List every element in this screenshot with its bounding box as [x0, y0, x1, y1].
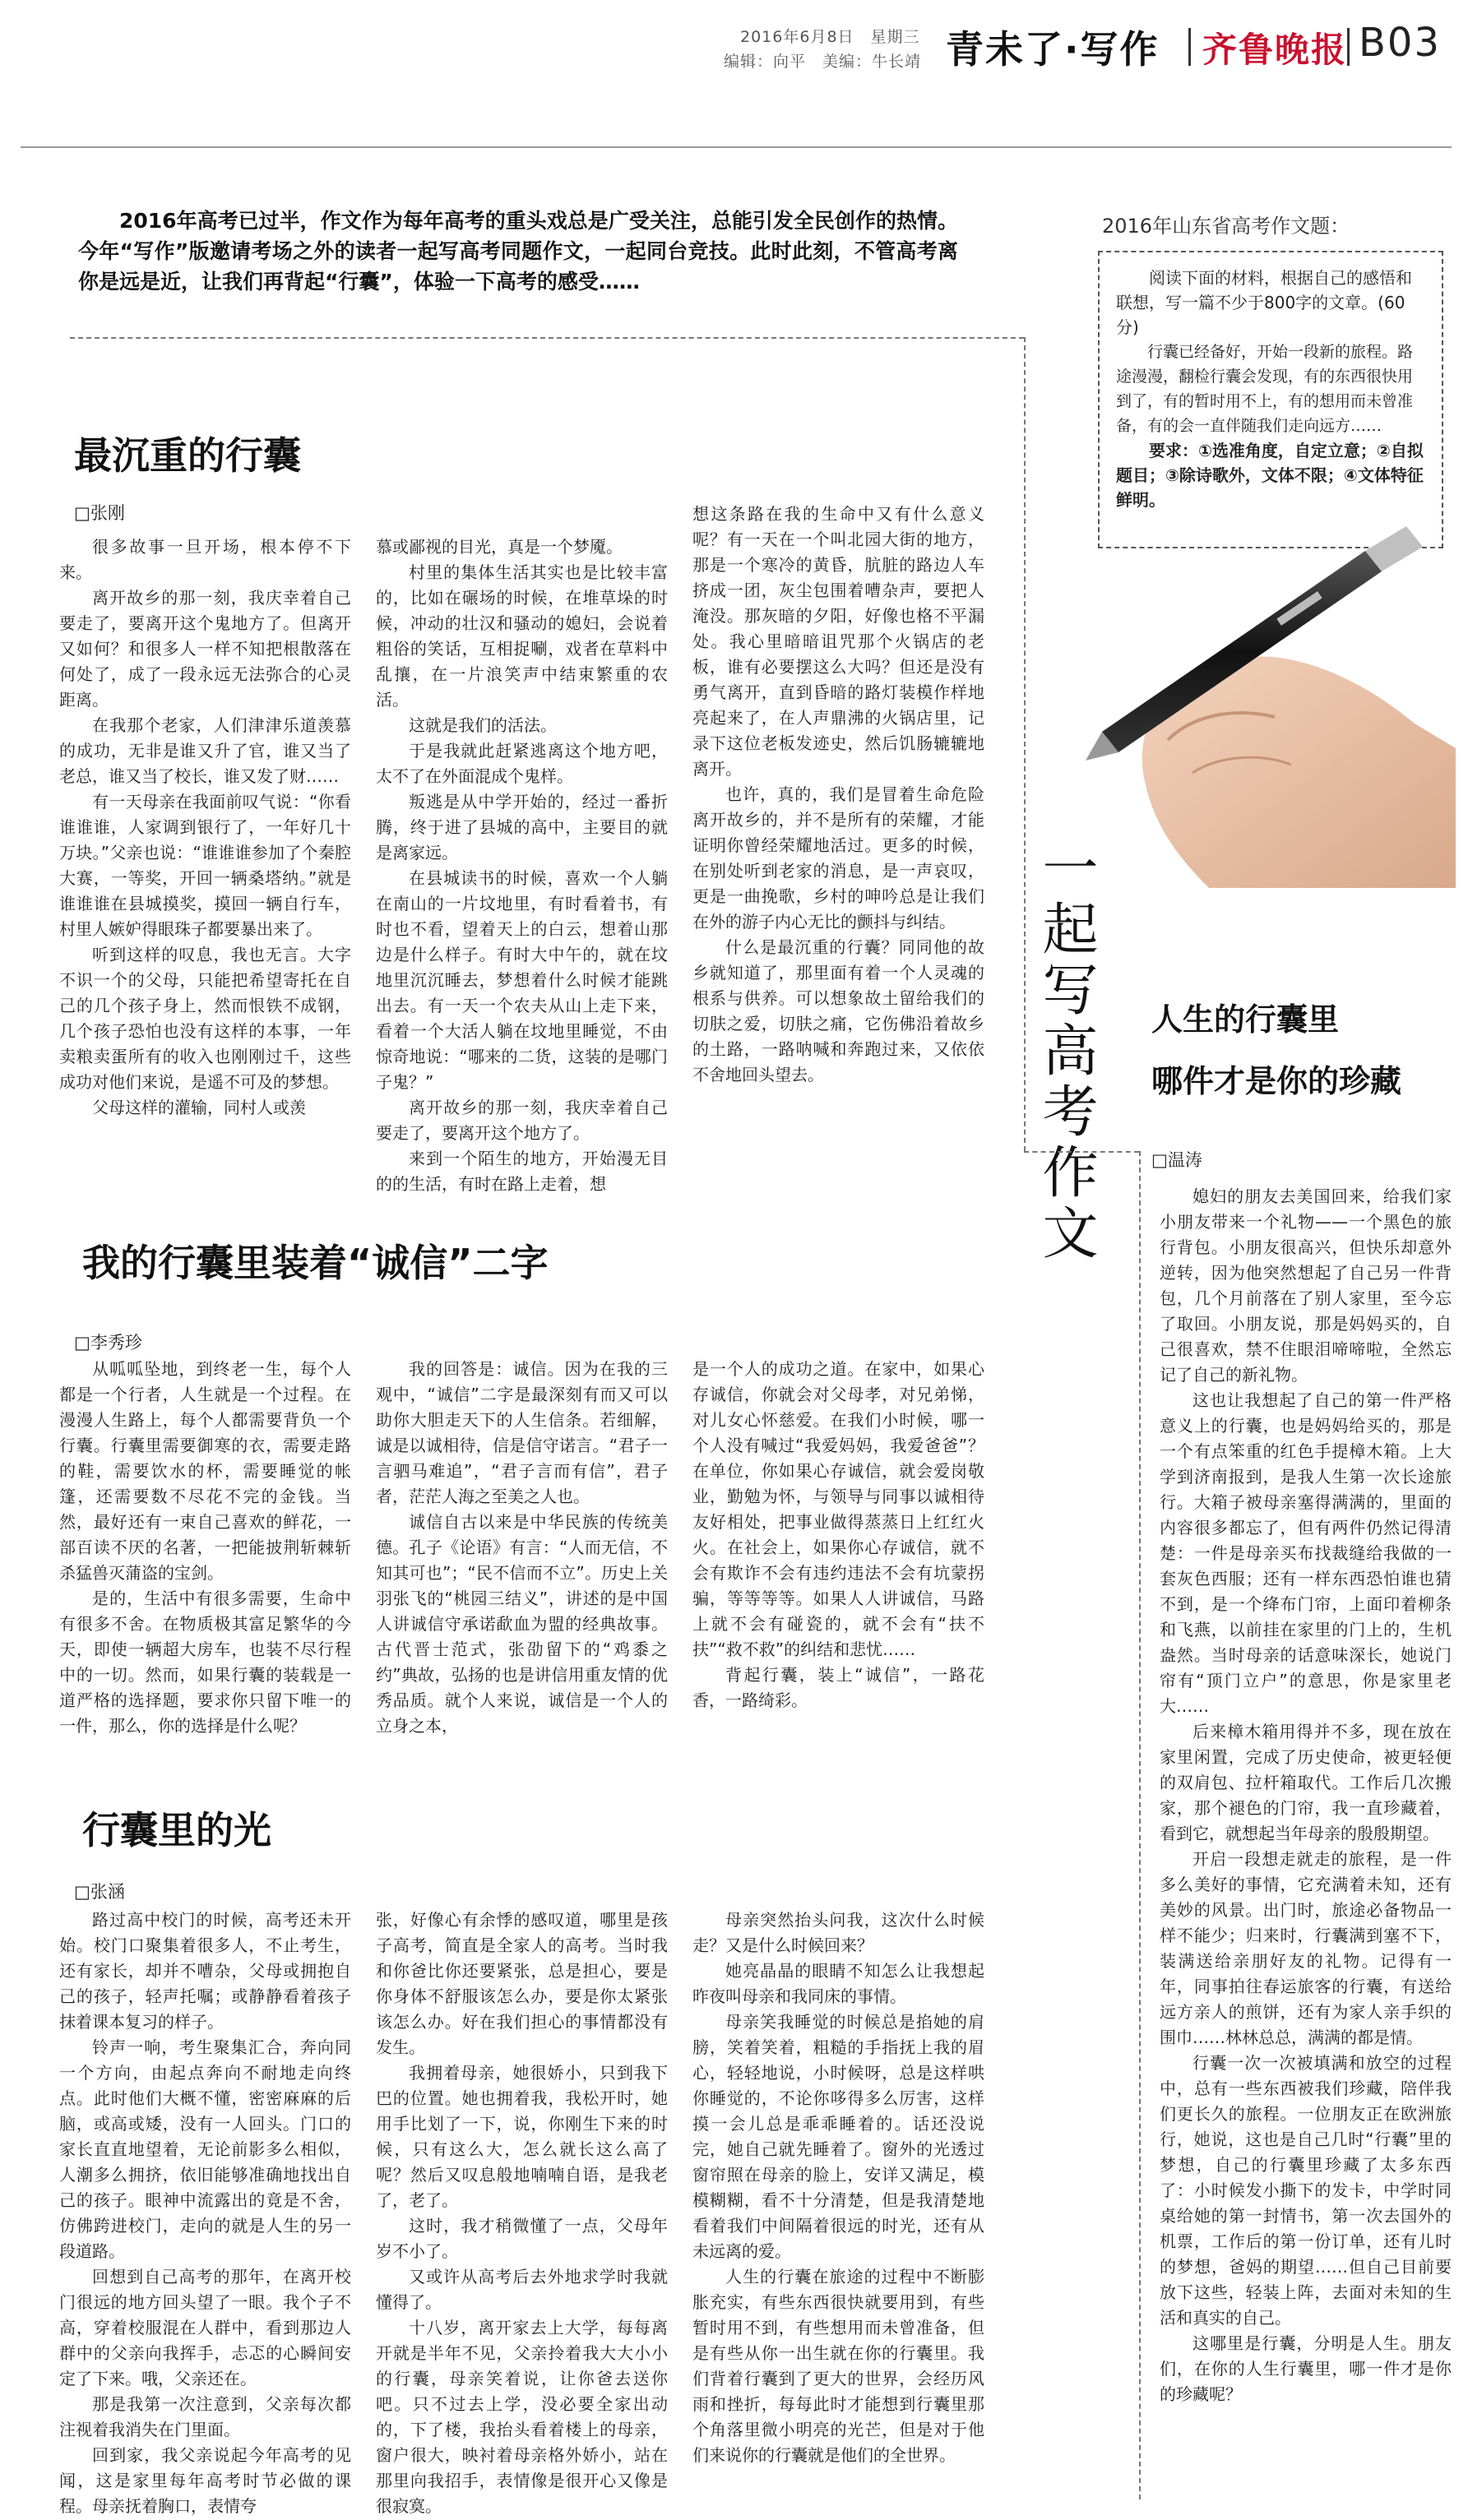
- article-2-col-1: 从呱呱坠地，到终老一生，每个人都是一个行者，人生就是一个过程。在漫漫人生路上，每个人都需要背负一个行囊。行囊里需要御寒的衣，需要走路的鞋，需要饮水的杯，需要睡觉的帐篷，还需要数不尽花不完的金钱。当然，最好还有一束自己喜欢的鲜花，一部百读不厌的名著，一把能披荆斩棘斩杀猛兽灭蒲盗的宝剑。 是的，生活中有很多需要，生命中有很多不舍。在物质极其富足繁华的今天，即使一辆超大房车，也装不尽行程中的一切。然而，如果行囊的装载是一道严格的选择题，要求你只留下唯一的一件，那么，你的选择是什么呢？: [59, 1359, 351, 1736]
- intro-paragraph: 2016年高考已过半，作文作为每年高考的重头戏总是广受关注，总能引发全民创作的热情。今年“写作”版邀请考场之外的读者一起写高考同题作文，一起同台竞技。此时此刻，不管高考离你是远是近，让我们再背起“行囊”，体验一下高考的感受……: [78, 209, 958, 294]
- article-4-author: □温涛: [1151, 1150, 1202, 1170]
- article-1-title: 最沉重的行囊: [74, 433, 301, 478]
- dashed-frame-left: [1139, 1151, 1141, 2499]
- newspaper-logo: 齐鲁晚报: [1202, 30, 1348, 70]
- article-3-title: 行囊里的光: [82, 1808, 271, 1852]
- article-2-col-3: 是一个人的成功之道。在家中，如果心存诚信，你就会对父母孝，对兄弟悌，对儿女心怀慈爱。在我们小时候，哪一个人没有喊过“我爱妈妈，我爱爸爸”？在单位，你如果心存诚信，就会爱岗敬业，勤勉为怀，与领导与同事以诚相待友好相处，把事业做得蒸蒸日上红红火火。在社会上，如果你心存诚信，就不会有欺诈不会有违约违法不会有坑蒙拐骗，等等等等。如果人人讲诚信，马路上就不会有碰瓷的，就不会有“扶不扶”“救不救”的纠结和悲忧…… 背起行囊，装上“诚信”，一路花香，一路绮彩。: [692, 1359, 984, 1710]
- article-1-col-3: 想这条路在我的生命中又有什么意义呢？有一天在一个叫北园大街的地方，那是一个寒冷的黄昏，肮脏的路边人车挤成一团，灰尘包围着嘈杂声，要把人淹没。那灰暗的夕阳，好像也格不平漏处。我心里暗暗诅咒那个火锅店的老板，谁有必要摆这么大吗？但还是没有勇气离开，直到昏暗的路灯装模作样地亮起来了，在人声鼎沸的火锅店里，记录下这位老板发迹史，然后饥肠辘辘地离开。 也许，真的，我们是冒着生命危险离开故乡的，并不是所有的荣耀，才能证明你曾经荣耀地活过。更多的时候，在别处听到老家的消息，是一声哀叹，更是一曲挽歌，乡村的呻吟总是让我们在外的游子内心无比的颤抖与纠结。 什么是最沉重的行囊？同同他的故乡就知道了，那里面有着一个人灵魂的根系与供养。可以想象故土留给我们的切肤之爱，切肤之痛，它伤佛沿着故乡的土路，一路呐喊和奔跑过来，又依依不舍地回头望去。: [692, 504, 984, 1084]
- header-editors: 编辑：向平 美编：牛长靖: [724, 53, 922, 71]
- dashed-frame-bottom: [1024, 1151, 1139, 1153]
- article-2-author: □李秀珍: [74, 1333, 142, 1352]
- article-1-col-2: 慕或鄙视的目光，真是一个梦魇。 村里的集体生活其实也是比较丰富的，比如在碾场的时候，在堆草垛的时候，冲动的壮汉和骚动的媳妇，会说着粗俗的笑话，互相捉唰，戏者在草料中乱攘，在一片浪笑声中结束繁重的农活。 这就是我们的活法。 于是我就此赶紧逃离这个地方吧，太不了在外面混成个鬼样。 叛逃是从中学开始的，经过一番折腾，终于进了县城的高中，主要目的就是离家远。 在县城读书的时候，喜欢一个人躺在南山的一片坟地里，有时看着书，有时也不看，望着天上的白云，想着山那边是什么样子。有时大中午的，就在坟地里沉沉睡去，梦想着什么时候才能跳出去。有一天一个农夫从山上走下来，看着一个大活人躺在坟地里睡觉，不由惊奇地说：“哪来的二货，这装的是哪门子鬼？” 离开故乡的那一刻，我庆幸着自己要走了，要离开这个地方了。 来到一个陌生的地方，开始漫无目的的生活，有时在路上走着，想: [376, 537, 668, 1194]
- article-4-title-line-2: 哪件才是你的珍藏: [1151, 1063, 1402, 1099]
- dashed-frame-top: [70, 337, 1024, 339]
- section-title: 青未了·写作: [946, 27, 1160, 72]
- header-divider-1: [1188, 28, 1191, 66]
- article-3-col-1: 路过高中校门的时候，高考还未开始。校门口聚集着很多人，不止考生，还有家长，却并不嘈杂，父母或拥抱自己的孩子，轻声托嘱；或静静看着孩子抹着课本复习的样子。 铃声一响，考生聚集汇合，奔向同一个方向，由起点奔向不耐地走向终点。此时他们大概不懂，密密麻麻的后脑，或高或矮，没有一人回头。门口的家长直直地望着，无论前影多么相似，人潮多么拥挤，依旧能够准确地找出自己的孩子。眼神中流露出的竟是不舍，仿佛跨进校门，走向的就是人生的另一段道路。 回想到自己高考的那年，在离开校门很远的地方回头望了一眼。我个子不高，穿着校服混在人群中，看到那边人群中的父亲向我挥手，忐忑的心瞬间安定了下来。哦，父亲还在。 那是我第一次注意到，父亲每次都注视着我消失在门里面。 回到家，我父亲说起今年高考的见闻，这是家里每年高考时节必做的课程。母亲抚着胸口，表情夸: [59, 1910, 351, 2516]
- article-3-col-2: 张，好像心有余悸的感叹道，哪里是孩子高考，简直是全家人的高考。当时我和你爸比你还要紧张，总是担心，要是你身体不舒服该怎么办，要是你太紧张该怎么办。好在我们担心的事情都没有发生。 我拥着母亲，她很娇小，只到我下巴的位置。她也拥着我，我松开时，她用手比划了一下，说，你刚生下来的时候，只有这么大，怎么就长这么高了呢？然后又叹息般地喃喃自语，是我老了，老了。 这时，我才稍微懂了一点，父母年岁不小了。 又或许从高考后去外地求学时我就懂得了。 十八岁，离开家去上大学，每每离开就是半年不见，父亲拎着我大大小小的行囊，母亲笑着说，让你爸去送你吧。只不过去上学，没必要全家出动的，下了楼，我抬头看着楼上的母亲，窗户很大，映衬着母亲格外娇小，站在那里向我招手，表情像是很开心又像是很寂寞。: [376, 1910, 668, 2516]
- hand-with-pen-illustration: [1069, 526, 1456, 888]
- article-2-title: 我的行囊里装着“诚信”二字: [82, 1241, 549, 1285]
- header-date: 2016年6月8日 星期三: [740, 28, 920, 46]
- top-rule: [21, 146, 1452, 148]
- exam-material: 行囊已经备好，开始一段新的旅程。路途漫漫，翻检行囊会发现，有的东西很快用到了，有的暂时用不上，有的想用而未曾准备，有的会一直伴随我们走向远方……: [1116, 343, 1414, 435]
- header-divider-2: [1347, 28, 1350, 66]
- vertical-section-title: [1032, 839, 1098, 1279]
- exam-requirements: 要求：①选准角度，自定立意；②自拟题目；③除诗歌外，文体不限；④文体特征鲜明。: [1116, 441, 1424, 510]
- exam-lead: 阅读下面的材料，根据自己的感悟和联想，写一篇不少于800字的文章。(60分): [1116, 268, 1412, 337]
- article-4-title-line-1: 人生的行囊里: [1151, 1001, 1340, 1038]
- dashed-frame-right: [1024, 337, 1026, 1151]
- article-3-author: □张涵: [74, 1882, 125, 1902]
- article-3-col-3: 母亲突然抬头问我，这次什么时候走？又是什么时候回来？ 她亮晶晶的眼睛不知怎么让我想起昨夜叫母亲和我同床的事情。 母亲笑我睡觉的时候总是掐她的肩膀，笑着笑着，粗糙的手指抚上我的眉心，轻轻地说，小时候呀，总是这样哄你睡觉的，不论你哆得多么厉害，这样摸一会儿总是乖乖睡着的。话还没说完，她自己就先睡着了。窗外的光透过窗帘照在母亲的脸上，安详又满足，模模糊糊，看不十分清楚，但是我清楚地看着我们中间隔着很远的时光，还有从未远离的爱。 人生的行囊在旅途的过程中不断膨胀充实，有些东西很快就要用到，有些暂时用不到，有些想用而未曾准备，但是有些从你一出生就在你的行囊里。我们背着行囊到了更大的世界，会经历风雨和挫折，每每此时才能想到行囊里那个角落里微小明亮的光芒，但是对于他们来说你的行囊就是他们的全世界。: [692, 1910, 984, 2465]
- vertical-title-text: 一起写高考作文: [1033, 839, 1098, 1265]
- page-number: B03: [1359, 20, 1442, 66]
- article-1-author: □张刚: [74, 503, 125, 523]
- article-2-col-2: 我的回答是：诚信。因为在我的三观中，“诚信”二字是最深刻有而又可以助你大胆走天下的人生信条。若细解，诚是以诚相待，信是信守诺言。“君子一言驷马难追”，“君子言而有信”，君子者，茫茫人海之至美之人也。 诚信自古以来是中华民族的传统美德。孔子《论语》有言：“人而无信，不知其可也”；“民不信而不立”。历史上关羽张飞的“桃园三结义”，讲述的是中国人讲诚信守承诺歃血为盟的经典故事。古代晋士范式，张劭留下的“鸡黍之约”典故，弘扬的也是讲信用重友情的优秀品质。就个人来说，诚信是一个人的立身之本，: [376, 1359, 668, 1736]
- article-1-col-1: 很多故事一旦开场，根本停不下来。 离开故乡的那一刻，我庆幸着自己要走了，要离开这个鬼地方了。但离开又如何？和很多人一样不知把根散落在何处了，成了一段永远无法弥合的心灵距离。 在我那个老家，人们津津乐道羡慕的成功，无非是谁又升了官，谁又当了老总，谁又当了校长，谁又发了财…… 有一天母亲在我面前叹气说：“你看谁谁谁，人家调到银行了，一年好几十万块。”父亲也说：“谁谁谁参加了个秦腔大赛，一等奖，开回一辆桑塔纳。”就是谁谁谁在县城摸奖，摸回一辆自行车，村里人嫉妒得眼珠子都要暴出来了。 听到这样的叹息，我也无言。大字不识一个的父母，只能把希望寄托在自己的几个孩子身上，然而恨铁不成钢，几个孩子恐怕也没有这样的本事，一年卖粮卖蛋所有的收入也刚刚过千，这些成功对他们来说，是遥不可及的梦想。 父母这样的灌输，同村人或羡: [59, 537, 351, 1117]
- exam-box-title: 2016年山东省高考作文题：: [1102, 215, 1350, 238]
- article-4-body: 媳妇的朋友去美国回来，给我们家小朋友带来一个礼物——一个黑色的旅行背包。小朋友很高兴，但快乐却意外逆转，因为他突然想起了自己另一件背包，几个月前落在了别人家里，至今忘了取回。小朋友说，那是妈妈买的，自己很喜欢，禁不住眼泪啼啼啦，全然忘记了自己的新礼物。 这也让我想起了自己的第一件严格意义上的行囊，也是妈妈给买的，那是一个有点笨重的红色手提樟木箱。上大学到济南报到，是我人生第一次长途旅行。大箱子被母亲塞得满满的，里面的内容很多都忘了，但有两件仍然记得清楚：一件是母亲买布找裁缝给我做的一套灰色西服；还有一样东西恐怕谁也猜不到，是一个绛布门帘，上面印着柳条和飞燕，以前挂在家里的门上的，生机盎然。当时母亲的话意味深长，她说门帘有“顶门立户”的意思，你是家里老大…… 后来樟木箱用得并不多，现在放在家里闲置，完成了历史使命，被更轻便的双肩包、拉杆箱取代。工作后几次搬家，那个褪色的门帘，我一直珍藏着，看到它，就想起当年母亲的殷殷期望。 开启一段想走就走的旅程，是一件多么美好的事情，它充满着未知，还有美妙的风景。出门时，旅途必备物品一样不能少；归来时，行囊满到塞不下，装满送给亲朋好友的礼物。记得有一年，同事拍往春运旅客的行囊，有送给远方亲人的煎饼，还有为家人亲手织的围巾……林林总总，满满的都是情。 行囊一次一次被填满和放空的过程中，总有一些东西被我们珍藏，陪伴我们更长久的旅程。一位朋友正在欧洲旅行，她说，这也是自己几时“行囊”里的梦想，自己的行囊里珍藏了太多东西了：小时候发小撕下的发卡，中学时同桌给她的第一封情书，第一次去国外的机票，工作后的第一份订单，还有儿时的梦想，爸妈的期望……但自己目前要放下这些，轻装上阵，去面对未知的生活和真实的自己。 这哪里是行囊，分明是人生。朋友们，在你的人生行囊里，哪一件才是你的珍藏呢？: [1160, 1186, 1452, 2404]
- exam-box: [1098, 251, 1443, 548]
